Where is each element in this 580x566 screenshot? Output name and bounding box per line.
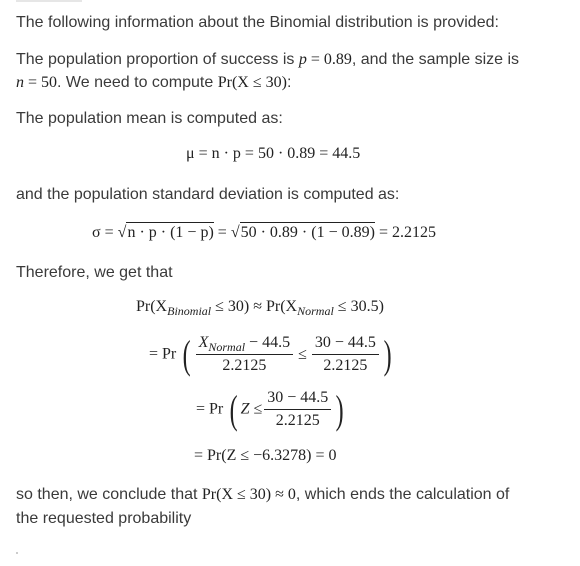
population-middle: , and the sample size is [351, 51, 520, 68]
population-prefix: The population proportion of success is [16, 51, 299, 68]
p-value: = 0.89 [306, 51, 352, 68]
derivation-line-4: = Pr(Z ≤ −6.3278) = 0 [194, 447, 337, 464]
sd-equation [92, 222, 436, 242]
sd-equals-1: = [213, 224, 231, 241]
conclusion-line-2: the requested probability [16, 510, 192, 527]
z-le: Z ≤ [240, 400, 263, 418]
p-symbol: p [298, 51, 307, 68]
pr-x-binomial: Pr(X [136, 298, 168, 315]
population-line-2 [16, 71, 291, 94]
derivation-line-1 [136, 298, 384, 316]
sd-label: and the population standard deviation is computed as: [16, 186, 400, 203]
sqrt-term-1: n · p · (1 − p) [127, 224, 214, 241]
standardized-fraction-3 [264, 389, 331, 430]
sd-den-1: 2.2125 [222, 357, 267, 374]
continuity-correction: ≤ 30.5) [333, 298, 384, 315]
mean-equation: μ = n · p = 50 · 0.89 = 44.5 [186, 145, 361, 162]
sd-den-3: 2.2125 [275, 412, 320, 429]
target-probability: Pr(X ≤ 30) [217, 74, 287, 91]
left-paren-3: ( [229, 386, 238, 432]
right-paren-3: ) [335, 386, 344, 432]
intro-text: The following information about the Binomial distribution is provided: [16, 14, 499, 31]
approx-segment: ≤ 30) ≈ Pr(X [211, 298, 298, 315]
sd-den-2: 2.2125 [323, 357, 368, 374]
sd-result: = 2.2125 [374, 224, 436, 241]
population-end: : [286, 74, 292, 91]
right-paren-2: ) [383, 331, 392, 377]
eq-pr-3: = Pr [196, 400, 224, 418]
derivation-line-3 [196, 386, 347, 432]
left-paren-2: ( [182, 331, 191, 377]
normal-subscript: Normal [297, 304, 334, 318]
trailing-dot [16, 552, 18, 554]
sqrt-sign-2: √ [230, 224, 240, 241]
conclusion-line-1 [16, 483, 509, 506]
conclusion-suffix: , which ends the calculation of [295, 486, 510, 503]
num-3: 30 − 44.5 [264, 389, 331, 410]
mean-label: The population mean is computed as: [16, 110, 283, 127]
sqrt-sign-1: √ [117, 224, 127, 241]
le-sign-2: ≤ [298, 345, 307, 363]
conclusion-math: Pr(X ≤ 30) ≈ 0 [201, 486, 296, 503]
derivation-line-2 [149, 331, 394, 377]
population-line-1 [16, 48, 519, 71]
minus-mean-1: − 44.5 [245, 334, 291, 351]
top-divider [16, 0, 82, 2]
sqrt-term-2: 50 · 0.89 · (1 − 0.89) [240, 224, 375, 241]
n-value: = 50 [24, 74, 58, 91]
num-2: 30 − 44.5 [312, 334, 379, 355]
normal-subscript-2: Normal [208, 340, 246, 354]
x-normal: X [198, 334, 209, 351]
n-symbol: n [16, 74, 24, 91]
sigma-lhs: σ = [92, 224, 118, 241]
eq-pr-2: = Pr [149, 345, 177, 363]
standardized-fraction-1 [196, 334, 294, 375]
conclusion-prefix: so then, we conclude that [16, 486, 202, 503]
population-suffix: . We need to compute [57, 74, 218, 91]
binomial-subscript: Binomial [167, 304, 212, 318]
therefore-text: Therefore, we get that [16, 264, 173, 281]
standardized-fraction-2 [312, 334, 379, 375]
